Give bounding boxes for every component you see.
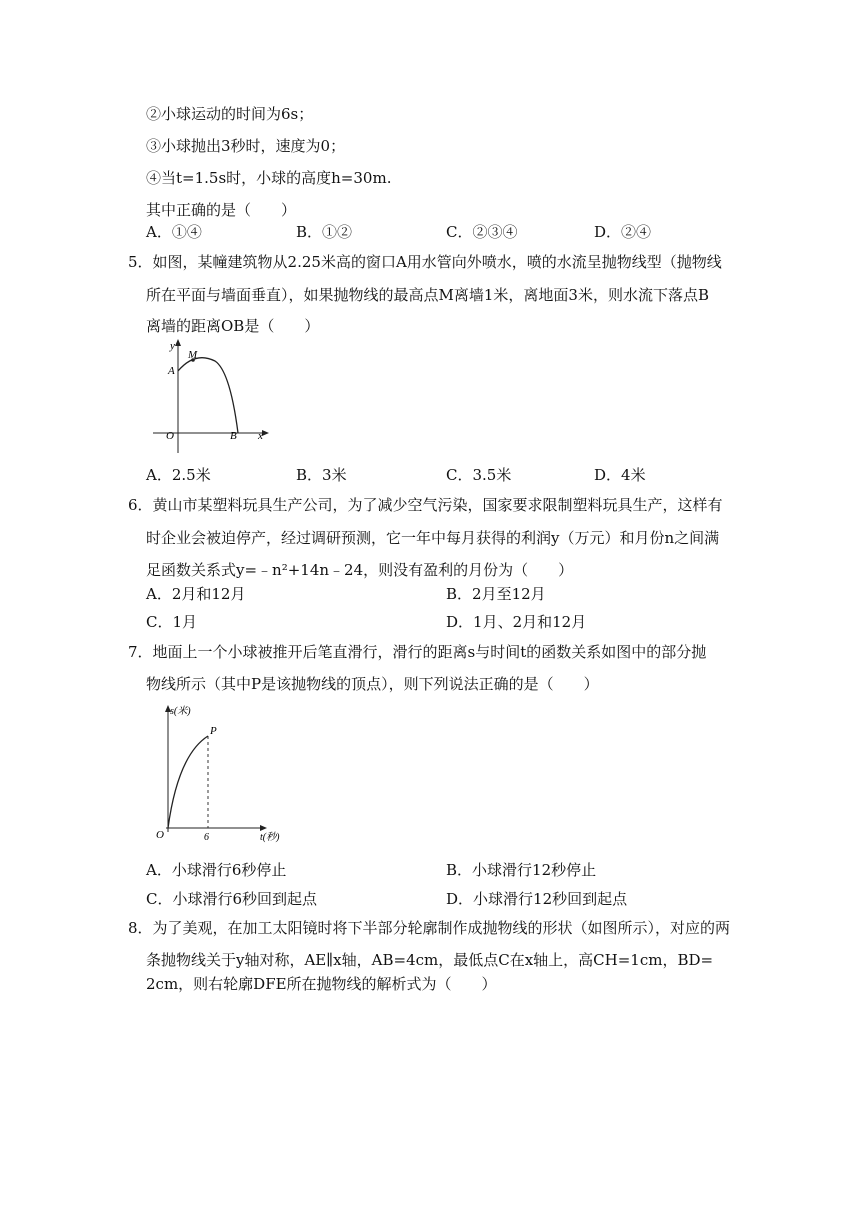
- q7-label-p: P: [210, 725, 217, 737]
- q7-label-six: 6: [204, 832, 209, 843]
- q5-label-a: A: [168, 365, 175, 377]
- q7-figure: [150, 700, 290, 846]
- q7-label-s: s(米): [170, 706, 191, 717]
- q4-question: 其中正确的是（ ）: [146, 201, 297, 219]
- q7-label-o: O: [156, 829, 164, 841]
- q4-statement-3: ③小球抛出3秒时，速度为0；: [146, 137, 346, 155]
- q4-option-c: C．②③④: [446, 223, 518, 241]
- q4-statement-4: ④当t=1.5s时，小球的高度h=30m.: [146, 169, 392, 187]
- q5-line-1: 5．如图，某幢建筑物从2.25米高的窗口A用水管向外喷水，喷的水流呈抛物线型（抛物线: [128, 253, 722, 271]
- q4-option-a: A．①④: [146, 223, 202, 241]
- q7-option-a: A．小球滑行6秒停止: [146, 861, 287, 879]
- q5-label-y: y: [170, 340, 175, 352]
- q5-figure: [150, 336, 276, 456]
- q7-option-d: D．小球滑行12秒回到起点: [446, 890, 628, 908]
- q6-option-d: D．1月、2月和12月: [446, 613, 587, 631]
- q6-option-c: C．1月: [146, 613, 198, 631]
- q6-line-3: 足函数关系式y=﹣n²+14n﹣24，则没有盈利的月份为（ ）: [146, 561, 574, 579]
- q7-line-1: 7．地面上一个小球被推开后笔直滑行，滑行的距离s与时间t的函数关系如图中的部分抛: [128, 643, 707, 661]
- q4-statement-2: ②小球运动的时间为6s；: [146, 105, 314, 123]
- q6-option-b: B．2月至12月: [446, 585, 546, 603]
- q5-label-b: B: [230, 430, 237, 442]
- q7-t-arrow: [260, 825, 267, 831]
- q5-label-o: O: [166, 430, 174, 442]
- q5-label-m: M: [188, 349, 198, 361]
- q5-option-c: C．3.5米: [446, 466, 512, 484]
- q5-label-x: x: [258, 430, 263, 442]
- q6-line-2: 时企业会被迫停产，经过调研预测，它一年中每月获得的利润y（万元）和月份n之间满: [146, 529, 720, 547]
- q8-line-3: 2cm，则右轮廓DFE所在抛物线的解析式为（ ）: [146, 975, 497, 993]
- q7-label-t: t(秒): [260, 832, 280, 843]
- q4-option-b: B．①②: [296, 223, 353, 241]
- q5-option-a: A．2.5米: [146, 466, 211, 484]
- q5-line-2: 所在平面与墙面垂直），如果抛物线的最高点M离墙1米，离地面3米，则水流下落点B: [146, 286, 709, 304]
- q7-option-b: B．小球滑行12秒停止: [446, 861, 597, 879]
- q6-option-a: A．2月和12月: [146, 585, 246, 603]
- q5-option-b: B．3米: [296, 466, 347, 484]
- q5-x-arrow: [262, 430, 269, 436]
- q8-line-2: 条抛物线关于y轴对称，AE∥x轴，AB=4cm，最低点C在x轴上，高CH=1cm，BD=: [146, 951, 714, 969]
- q5-line-3: 离墙的距离OB是（ ）: [146, 317, 320, 335]
- q5-parabola: [178, 358, 238, 433]
- q7-option-c: C．小球滑行6秒回到起点: [146, 890, 318, 908]
- q8-line-1: 8．为了美观，在加工太阳镜时将下半部分轮廓制作成抛物线的形状（如图所示），对应的两: [128, 919, 731, 937]
- q5-option-d: D．4米: [594, 466, 646, 484]
- q5-y-arrow: [175, 339, 181, 346]
- q7-line-2: 物线所示（其中P是该抛物线的顶点），则下列说法正确的是（ ）: [146, 675, 599, 693]
- q6-line-1: 6．黄山市某塑料玩具生产公司，为了减少空气污染，国家要求限制塑料玩具生产，这样有: [128, 496, 723, 514]
- q7-parabola: [168, 736, 208, 828]
- q4-option-d: D．②④: [594, 223, 652, 241]
